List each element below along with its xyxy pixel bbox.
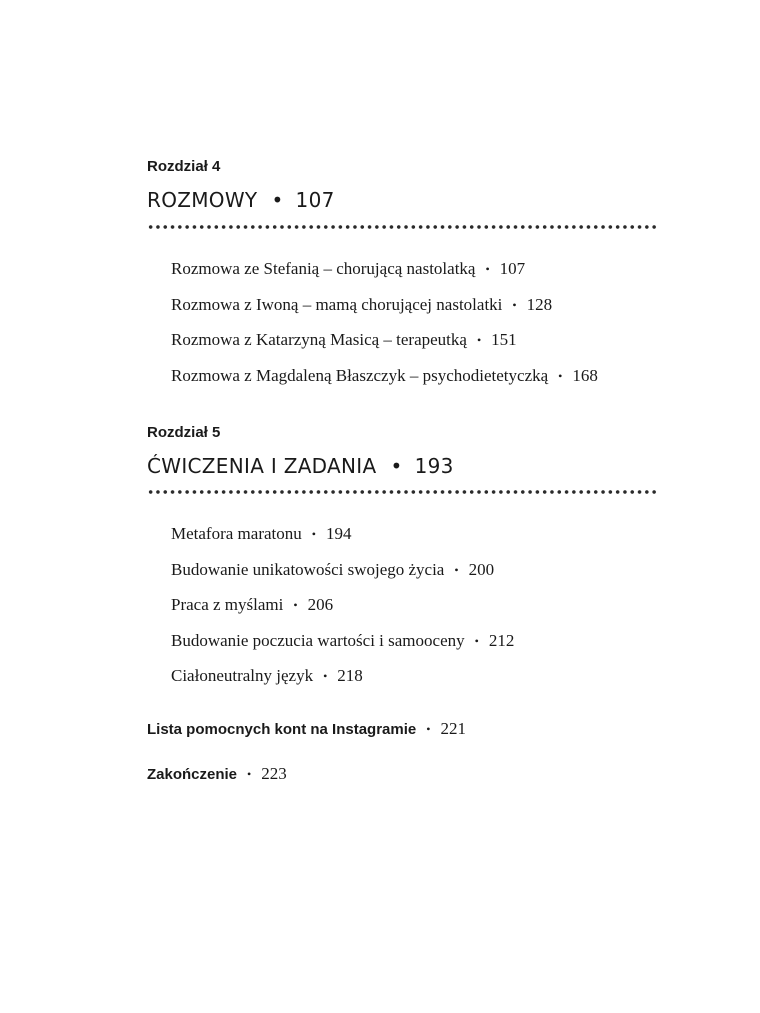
separator-dot: • bbox=[323, 669, 328, 683]
chapter-title-text: ROZMOWY bbox=[147, 188, 258, 212]
chapter-4-entries bbox=[171, 252, 598, 394]
toc-extra-ending bbox=[147, 764, 287, 784]
toc-entry bbox=[171, 624, 514, 660]
chapter-page-number: 107 bbox=[295, 188, 335, 212]
extra-title: Zakończenie bbox=[147, 766, 238, 783]
entry-title: Praca z myślami bbox=[171, 595, 284, 614]
separator-dot: • bbox=[454, 562, 459, 577]
entry-title: Rozmowa ze Stefanią – chorującą nastolatką bbox=[171, 259, 476, 278]
entry-title: Budowanie poczucia wartości i samooceny bbox=[171, 630, 465, 650]
entry-title: Budowanie unikatowości swojego życia bbox=[171, 559, 445, 579]
toc-entry bbox=[171, 359, 598, 395]
entry-page-number: 168 bbox=[572, 365, 598, 385]
entry-page-number: 128 bbox=[526, 294, 553, 314]
separator-dot: • bbox=[476, 333, 482, 347]
toc-extra-instagram bbox=[147, 719, 466, 739]
entry-page-number: 107 bbox=[499, 259, 526, 278]
separator-dot: • bbox=[311, 527, 316, 541]
chapter-5-label: Rozdział 5 bbox=[147, 424, 221, 441]
entry-title: Rozmowa z Iwoną – mamą chorującej nastolatki bbox=[171, 294, 503, 314]
entry-title: Ciałoneutralny język bbox=[171, 666, 314, 685]
entry-title: Rozmowa z Magdaleną Błaszczyk – psychodietetyczką bbox=[171, 365, 549, 385]
toc-entry bbox=[171, 588, 514, 624]
toc-entry bbox=[171, 553, 514, 589]
separator-dot: • bbox=[426, 722, 431, 736]
separator-dot: • bbox=[474, 633, 479, 648]
separator-dot: • bbox=[271, 188, 284, 212]
dotted-divider bbox=[147, 224, 657, 230]
entry-page-number: 194 bbox=[325, 524, 352, 543]
toc-entry bbox=[171, 323, 598, 359]
separator-dot: • bbox=[293, 598, 298, 612]
entry-page-number: 206 bbox=[307, 595, 334, 614]
toc-entry bbox=[171, 288, 598, 324]
toc-entry bbox=[171, 252, 598, 288]
entry-page-number: 218 bbox=[337, 666, 363, 685]
extra-title: Lista pomocnych kont na Instagramie bbox=[147, 721, 417, 738]
entry-title: Rozmowa z Katarzyną Masicą – terapeutką bbox=[171, 330, 467, 349]
chapter-title-text: ĆWICZENIA I ZADANIA bbox=[147, 454, 377, 478]
separator-dot: • bbox=[390, 454, 403, 478]
separator-dot: • bbox=[485, 262, 490, 276]
toc-entry bbox=[171, 659, 514, 695]
dotted-divider bbox=[147, 489, 657, 495]
chapter-5-entries bbox=[171, 517, 514, 695]
separator-dot: • bbox=[512, 297, 517, 312]
chapter-5-title bbox=[147, 454, 454, 478]
extra-page-number: 223 bbox=[261, 764, 287, 783]
entry-page-number: 212 bbox=[488, 630, 515, 650]
entry-page-number: 200 bbox=[468, 559, 495, 579]
extra-page-number: 221 bbox=[440, 719, 466, 738]
entry-title: Metafora maratonu bbox=[171, 524, 302, 543]
toc-entry bbox=[171, 517, 514, 553]
entry-page-number: 151 bbox=[491, 330, 517, 349]
separator-dot: • bbox=[247, 767, 252, 781]
separator-dot: • bbox=[558, 368, 563, 383]
chapter-4-title bbox=[147, 188, 335, 212]
chapter-page-number: 193 bbox=[414, 454, 454, 478]
chapter-4-label: Rozdział 4 bbox=[147, 158, 221, 175]
